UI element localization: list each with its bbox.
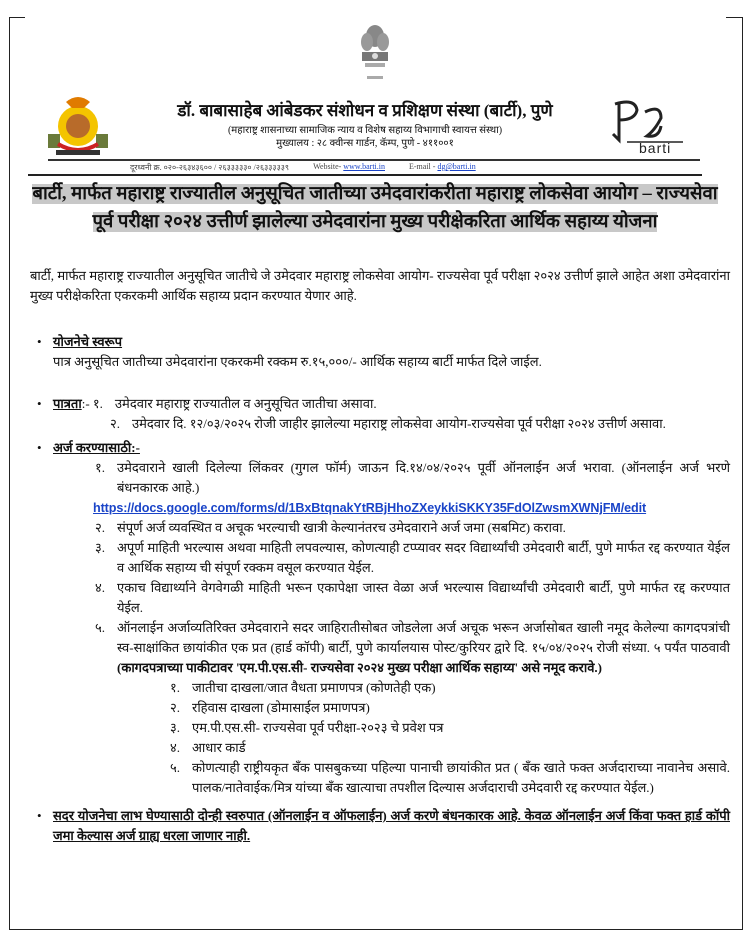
document-text: जातीचा दाखला/जात वैधता प्रमाणपत्र (कोणतेही एक) [192, 680, 436, 695]
list-number: ३. [95, 540, 106, 555]
document-text: एम.पी.एस.सी- राज्यसेवा पूर्व परीक्षा-२०२३ चे प्रवेश पत्र [192, 720, 444, 735]
apply-item-text: उमेदवाराने खाली दिलेल्या लिंकवर (गुगल फॉर्म) जाऊन दि.१४/०४/२०२५ पूर्वी ऑनलाईन अर्ज भरावा. (ऑनलाईन अर्ज भरणे बंधनकारक आहे.) [117, 460, 730, 495]
list-number: २. [95, 520, 106, 535]
document-item [170, 718, 730, 738]
apply-item-text: अपूर्ण माहिती भरल्यास अथवा माहिती लपवल्यास, कोणत्याही टप्प्यावर सदर विद्यार्थ्यांची उमेदवारी बार्टी, पुणे मार्फत रद्द करण्यात येईल व आर्थिक सहाय्य ची संपूर्ण रक्कम वसूल करण्यात येईल. [117, 540, 730, 575]
header-divider [48, 159, 700, 161]
contact-line [130, 162, 630, 173]
website-link[interactable]: www.barti.in [343, 162, 385, 171]
eligibility-item: उमेदवार महाराष्ट्र राज्यातील व अनुसूचित जातीचा असावा. [114, 396, 377, 411]
document-item [170, 758, 730, 798]
final-note: • सदर योजनेचा लाभ घेण्यासाठी दोन्ही स्वरुपात (ऑनलाईन व ऑफलाईन) अर्ज करणे बंधनकारक आहे. केवळ ऑनलाईन अर्ज किंवा फक्त हार्ड कॉपी जमा केल्यास अर्ज ग्राह्य धरला जाणार नाही. [53, 808, 730, 843]
border-corner [9, 17, 25, 18]
scheme-heading-text: बार्टी, मार्फत महाराष्ट्र राज्यातील अनुसूचित जातीच्या उमेदवारांकरीता महाराष्ट्र लोकसेवा आयोग – राज्यसेवा पूर्व परीक्षा २०२४ उत्तीर्ण झालेल्या उमेदवारांना मुख्य परीक्षेकरिता आर्थिक सहाय्य योजना [32, 184, 718, 232]
apply-item [95, 538, 730, 578]
apply-section [30, 438, 730, 798]
barti-logo [605, 96, 685, 154]
document-item [170, 678, 730, 698]
document-item [170, 698, 730, 718]
barti-logo-text: barti [639, 140, 672, 154]
document-item [170, 738, 730, 758]
organization-subtitle [130, 124, 600, 150]
maharashtra-logo [44, 94, 112, 156]
website-label: Website- [313, 162, 342, 171]
eligibility-section: • पात्रता:- १. उमेदवार महाराष्ट्र राज्यातील व अनुसूचित जातीचा असावा. २. उमेदवार दि. १२/०३/२०२५ रोजी जाहीर झालेल्या महाराष्ट्र लोकसेवा आयोग-राज्यसेवा पूर्व परीक्षा २०२४ उत्तीर्ण असावा. [30, 394, 730, 434]
apply-title: • अर्ज करण्यासाठी:- [53, 440, 140, 455]
document-text: कोणत्याही राष्ट्रीयकृत बँक पासबुकच्या पहिल्या पानाची छायांकीत प्रत ( बँक खाते फक्त अर्जदाराच्या नावानेच असावे. पालक/नातेवाईक/मित्र यांच्या बँक खात्याचा तपशील दिल्यास अर्जदाराची उमेदवारी रद्द करण्यात येईल.) [192, 760, 730, 795]
document-text: आधार कार्ड [192, 740, 246, 755]
organization-name: डॉ. बाबासाहेब आंबेडकर संशोधन व प्रशिक्षण संस्था (बार्टी), पुणे [177, 101, 553, 120]
scheme-text: पात्र अनुसूचित जातीच्या उमेदवारांना एकरकमी रक्कम रु.१५,०००/- आर्थिक सहाय्य बार्टी मार्फत दिले जाईल. [53, 354, 542, 369]
scheme-heading [30, 180, 720, 236]
list-number: ४. [170, 740, 181, 755]
documents-list [95, 678, 730, 798]
apply-item [95, 618, 730, 678]
apply-item-text: एकाच विद्यार्थ्याने वेगवेगळी माहिती भरून एकापेक्षा जास्त वेळा अर्ज भरल्यास विद्यार्थ्यांची उमेदवारी बार्टी, पुणे मार्फत रद्द करण्यात येईल. [117, 580, 730, 615]
final-note-section [30, 806, 730, 846]
apply-item-text: ऑनलाईन अर्जाव्यतिरिक्त उमेदवाराने सदर जाहिरातीसोबत जोडलेला अर्ज अचूक भरून अर्जासोबत खाली नमूद केलेल्या कागदपत्रांची स्व-साक्षांकित छायांकीत एक प्रत (हार्ड कॉपी) बार्टी, पुणे कार्यालयास पोस्ट/कुरियर द्वारे दि. १५/०४/२०२५ रोजी संध्या. ५ पर्यंत पाठवावी [117, 620, 730, 655]
border-corner [726, 17, 742, 18]
scheme-section [30, 332, 730, 372]
apply-item [95, 578, 730, 618]
apply-item-text: संपूर्ण अर्ज व्यवस्थित व अचूक भरल्याची खात्री केल्यानंतरच उमेदवाराने अर्ज जमा (सबमिट) करावा. [117, 520, 566, 535]
apply-item [95, 458, 730, 498]
organization-description: (महाराष्ट्र शासनाच्या सामाजिक न्याय व विशेष सहाय्य विभागाची स्वायत्त संस्था) [227, 125, 503, 136]
list-number: ३. [170, 720, 181, 735]
phone-numbers: दूरध्वनी क्र. ०२०-२६३४३६०० / २६३३३३३० /२६३३३३३९ [130, 163, 290, 172]
email-link[interactable]: dg@barti.in [437, 162, 476, 171]
eligibility-title: पात्रता [53, 396, 82, 411]
apply-item [95, 518, 730, 538]
list-number: १. [95, 460, 106, 475]
list-number: १. [170, 680, 181, 695]
document-body [30, 266, 730, 846]
list-number: ५. [170, 760, 181, 775]
google-form-link[interactable]: https://docs.google.com/forms/d/1BxBtqnakYtRBjHhoZXeykkiSKKY35FdOlZwsmXWNjFM/edit [93, 501, 647, 515]
list-number: २. [170, 700, 181, 715]
envelope-note: (कागदपत्राच्या पाकीटावर 'एम.पी.एस.सी- राज्यसेवा २०२४ मुख्य परीक्षा आर्थिक सहाय्य' असे नमूद करावे.) [117, 660, 603, 675]
scheme-title: • योजनेचे स्वरूप [53, 334, 123, 349]
organization-address: मुख्यालय : २८ क्वीन्स गार्डन, कॅम्प, पुणे - ४११००१ [276, 138, 454, 149]
header-divider-bottom [28, 174, 702, 176]
intro-paragraph: बार्टी, मार्फत महाराष्ट्र राज्यातील अनुसूचित जातीचे जे उमेदवार महाराष्ट्र लोकसेवा आयोग- राज्यसेवा पूर्व परीक्षा २०२४ उत्तीर्ण झाले आहेत अशा उमेदवारांना मुख्य परीक्षेकरिता एकरकमी आर्थिक सहाय्य प्रदान करण्यात येणार आहे. [30, 268, 730, 303]
list-number: ४. [95, 580, 106, 595]
list-number: २. [110, 416, 121, 431]
national-emblem-logo [355, 22, 395, 84]
list-number: ५. [95, 620, 106, 635]
list-number: १. [92, 396, 103, 411]
document-text: रहिवास दाखला (डोमासाईल प्रमाणपत्र) [192, 700, 370, 715]
email-label: E-mail - [409, 162, 436, 171]
eligibility-item: उमेदवार दि. १२/०३/२०२५ रोजी जाहीर झालेल्या महाराष्ट्र लोकसेवा आयोग-राज्यसेवा पूर्व परीक्षा २०२४ उत्तीर्ण असावा. [132, 416, 666, 431]
